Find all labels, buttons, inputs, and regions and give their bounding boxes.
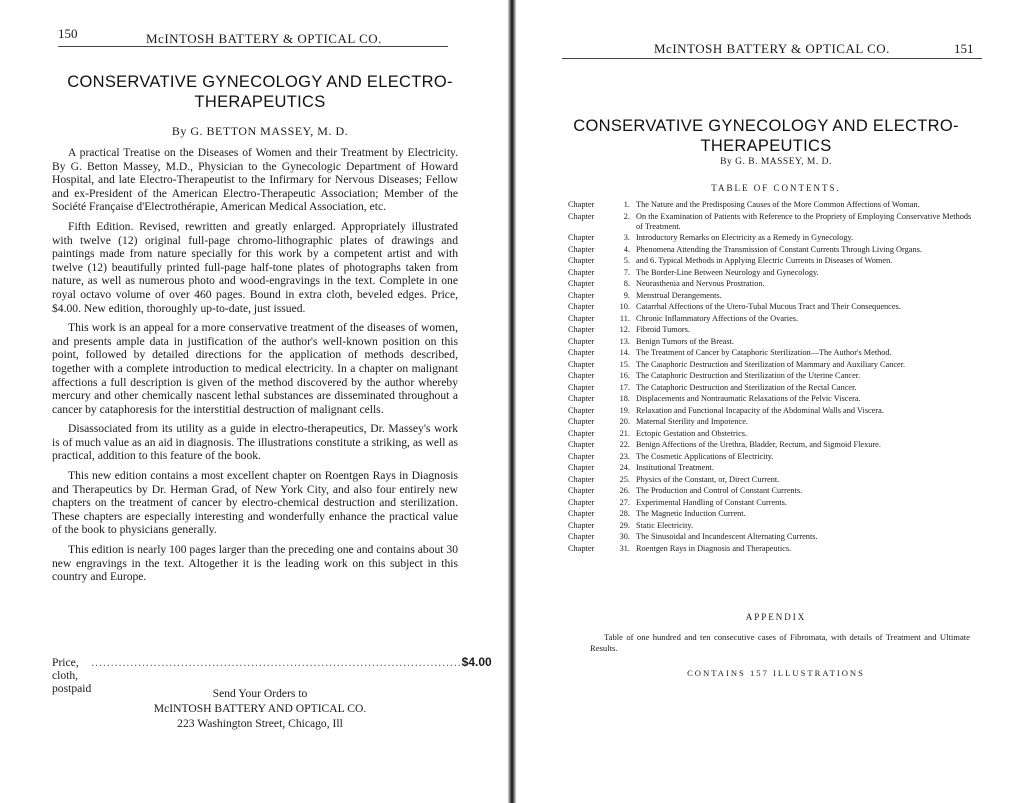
chapter-label: Chapter <box>568 371 595 381</box>
article-title <box>536 116 996 156</box>
chapter-title: The Cataphoric Destruction and Sterilization of the Uterine Cancer. <box>636 371 861 381</box>
chapter-label: Chapter <box>568 267 595 277</box>
chapter-title: Displacements and Nontraumatic Relaxations of the Pelvic Viscera. <box>636 394 861 404</box>
chapter-title: Static Electricity. <box>636 520 694 530</box>
chapter-label: Chapter <box>568 451 595 461</box>
chapter-number: 16. <box>619 371 630 381</box>
paragraph: Disassociated from its utility as a guide in electro-therapeutics, Dr. Massey's work is of much value as an aid in diagnosis. The illustrations constitute a striking, as well as practical, addition to this feature of the book. <box>52 422 458 463</box>
title-line-2: THERAPEUTICS <box>194 93 326 111</box>
toc-row <box>568 452 974 462</box>
chapter-number: 13. <box>619 336 630 346</box>
chapter-label: Chapter <box>568 520 595 530</box>
toc-row <box>568 360 974 370</box>
toc-row <box>568 337 974 347</box>
toc-row <box>568 383 974 393</box>
price-label: Price, cloth, postpaid <box>52 656 92 695</box>
chapter-label: Chapter <box>568 348 595 358</box>
toc-row <box>568 256 974 266</box>
chapter-title: The Cataphoric Destruction and Sterilization of the Rectal Cancer. <box>636 382 857 392</box>
chapter-title: Institutional Treatment. <box>636 463 714 473</box>
chapter-label: Chapter <box>568 382 595 392</box>
chapter-number: 31. <box>619 543 630 553</box>
chapter-number: 7. <box>623 267 630 277</box>
chapter-number: 27. <box>619 497 630 507</box>
chapter-title: Catarrhal Affections of the Utero-Tubal Mucous Tract and Their Consequences. <box>636 302 901 312</box>
chapter-label: Chapter <box>568 325 595 335</box>
chapter-title: The Treatment of Cancer by Cataphoric Sterilization—The Author's Method. <box>636 348 892 358</box>
chapter-label: Chapter <box>568 233 595 243</box>
chapter-number: 10. <box>619 302 630 312</box>
chapter-title: The Cosmetic Applications of Electricity. <box>636 451 774 461</box>
chapter-title: Physics of the Constant, or, Direct Current. <box>636 474 780 484</box>
toc-row <box>568 302 974 312</box>
page-number: 150 <box>58 26 78 41</box>
chapter-label: Chapter <box>568 290 595 300</box>
toc-row <box>568 509 974 519</box>
chapter-title: Benign Tumors of the Breast. <box>636 336 734 346</box>
chapter-label: Chapter <box>568 486 595 496</box>
order-info <box>80 686 440 731</box>
chapter-label: Chapter <box>568 313 595 323</box>
chapter-label: Chapter <box>568 428 595 438</box>
chapter-title: Fibroid Tumors. <box>636 325 690 335</box>
article-body <box>52 146 458 590</box>
chapter-label: Chapter <box>568 336 595 346</box>
toc-row <box>568 463 974 473</box>
chapter-number: 12. <box>619 325 630 335</box>
toc-row <box>568 498 974 508</box>
chapter-label: Chapter <box>568 302 595 312</box>
toc-row <box>568 440 974 450</box>
toc-row <box>568 279 974 289</box>
chapter-number: 28. <box>619 509 630 519</box>
chapter-label: Chapter <box>568 474 595 484</box>
chapter-number: 4. <box>623 244 630 254</box>
paragraph: Fifth Edition. Revised, rewritten and greatly enlarged. Appropriately illustrated with twelve (12) original full-page chromo-lithographic plates of drawings and paintings made from nature specially for this work by a competent artist and with twelve (12) beautifully printed full-page half-tone plates of photographs taken from nature, as well as numerous photo and wood-engravings in the text. Complete in one royal octavo volume of over 460 pages. Bound in extra cloth, beveled edges. Price, $4.00. New edition, thoroughly up-to-date, just issued. <box>52 219 458 315</box>
price-leader-dots: ............................................................................................... <box>91 656 462 669</box>
chapter-number: 14. <box>619 348 630 358</box>
toc-row <box>568 394 974 404</box>
toc-row <box>568 268 974 278</box>
chapter-title: On the Examination of Patients with Reference to the Propriety of Employing Conservative Methods of Treatment. <box>636 211 972 231</box>
toc-row <box>568 291 974 301</box>
chapter-label: Chapter <box>568 497 595 507</box>
byline: By G. B. MASSEY, M. D. <box>720 157 832 167</box>
title-line-1: CONSERVATIVE GYNECOLOGY AND ELECTRO- <box>573 117 959 135</box>
toc-row <box>568 325 974 335</box>
chapter-label: Chapter <box>568 200 595 209</box>
toc-row <box>568 348 974 358</box>
chapter-number: 3. <box>623 233 630 243</box>
chapter-title: and 6. Typical Methods in Applying Electric Currents in Diseases of Women. <box>636 256 893 266</box>
chapter-title: Relaxation and Functional Incapacity of the Abdominal Walls and Viscera. <box>636 405 884 415</box>
chapter-title: Menstrual Derangements. <box>636 290 722 300</box>
toc-row <box>568 532 974 542</box>
chapter-title: The Border-Line Between Neurology and Gynecology. <box>636 267 819 277</box>
toc-row <box>568 200 974 210</box>
toc-row <box>568 417 974 427</box>
chapter-number: 26. <box>619 486 630 496</box>
toc-row <box>568 486 974 496</box>
appendix-heading: APPENDIX <box>745 612 807 622</box>
paragraph: This edition is nearly 100 pages larger than the preceding one and contains about 30 new engravings in the text. Altogether it is the leading work on this subject in this country and Europe. <box>52 543 458 584</box>
chapter-title: Maternal Sterility and Impotence. <box>636 417 748 427</box>
chapter-number: 29. <box>619 520 630 530</box>
chapter-number: 18. <box>619 394 630 404</box>
header-rule <box>562 58 982 59</box>
chapter-label: Chapter <box>568 532 595 542</box>
chapter-number: 17. <box>619 382 630 392</box>
book-gutter <box>508 0 516 803</box>
chapter-number: 15. <box>619 359 630 369</box>
chapter-label: Chapter <box>568 463 595 473</box>
chapter-number: 20. <box>619 417 630 427</box>
toc-row <box>568 475 974 485</box>
title-line-1: CONSERVATIVE GYNECOLOGY AND ELECTRO- <box>67 73 453 91</box>
toc-row <box>568 245 974 255</box>
chapter-title: The Production and Control of Constant Currents. <box>636 486 803 496</box>
chapter-title: Phenomena Attending the Transmission of Constant Currents Through Living Organs. <box>636 244 922 254</box>
toc-row <box>568 233 974 243</box>
chapter-label: Chapter <box>568 440 595 450</box>
page-number: 151 <box>954 41 974 56</box>
chapter-title: The Nature and the Predisposing Causes of the More Common Affections of Woman. <box>636 200 920 209</box>
chapter-number: 5. <box>623 256 630 266</box>
toc-row <box>568 314 974 324</box>
chapter-number: 9. <box>623 290 630 300</box>
chapter-number: 11. <box>619 313 630 323</box>
running-head: McINTOSH BATTERY & OPTICAL CO. <box>654 41 890 56</box>
paragraph: This work is an appeal for a more conservative treatment of the diseases of women, and presents ample data in justification of the author's well-known position on this point, followed by detailed directions for the application of methods described, together with a complete introduction to medical electricity. In a chapter on malignant affections a full description is given of the method discovered by the author whereby mercury and other chemically nascent lethal substances are disseminated throughout a cancer by cataphoresis for the interstitial destruction of malignant cells. <box>52 321 458 416</box>
chapter-title: Introductory Remarks on Electricity as a Remedy in Gynecology. <box>636 233 854 243</box>
toc-row <box>568 544 974 554</box>
orders-address: 223 Washington Street, Chicago, Ill <box>177 717 343 730</box>
toc-row <box>568 371 974 381</box>
toc-row <box>568 406 974 416</box>
chapter-label: Chapter <box>568 256 595 266</box>
chapter-number: 19. <box>619 405 630 415</box>
toc-row <box>568 212 974 232</box>
paragraph: A practical Treatise on the Diseases of Women and their Treatment by Electricity. By G. Betton Massey, M.D., Physician to the Gynecologic Department of Howard Hospital, and late Electro-Therapeutist to the Infirmary for Nervous Diseases; Fellow and ex-President of the American Electro-Therapeutic Association; Member of the Société Française d'Electrothérapie, American Medical Association, etc. <box>52 146 458 214</box>
orders-company: McINTOSH BATTERY AND OPTICAL CO. <box>153 702 367 715</box>
chapter-number: 21. <box>619 428 630 438</box>
chapter-label: Chapter <box>568 394 595 404</box>
chapter-number: 22. <box>619 440 630 450</box>
chapter-label: Chapter <box>568 279 595 289</box>
chapter-number: 24. <box>619 463 630 473</box>
chapter-number: 8. <box>623 279 630 289</box>
chapter-title: The Cataphoric Destruction and Sterilization of Mammary and Auxiliary Cancer. <box>636 359 906 369</box>
chapter-label: Chapter <box>568 359 595 369</box>
header-rule <box>58 46 448 47</box>
chapter-title: Neurasthenia and Nervous Prostration. <box>636 279 765 289</box>
chapter-title: Chronic Inflammatory Affections of the Ovaries. <box>636 313 799 323</box>
chapter-label: Chapter <box>568 211 595 221</box>
chapter-title: The Magnetic Induction Current. <box>636 509 746 519</box>
toc-row <box>568 429 974 439</box>
chapter-label: Chapter <box>568 405 595 415</box>
illustrations-note: CONTAINS 157 ILLUSTRATIONS <box>687 668 865 678</box>
appendix-text: Table of one hundred and ten consecutive cases of Fibromata, with details of Treatment and Ultimate Results. <box>590 632 970 653</box>
chapter-number: 2. <box>623 211 630 221</box>
toc-row <box>568 521 974 531</box>
chapter-title: Benign Affections of the Urethra, Bladder, Rectum, and Sigmoid Flexure. <box>636 440 881 450</box>
byline: By G. BETTON MASSEY, M. D. <box>171 124 349 138</box>
chapter-label: Chapter <box>568 509 595 519</box>
chapter-title: Roentgen Rays in Diagnosis and Therapeutics. <box>636 543 792 553</box>
chapter-number: 25. <box>619 474 630 484</box>
toc-heading: TABLE OF CONTENTS. <box>711 183 841 193</box>
chapter-title: The Sinusoidal and Incandescent Alternating Currents. <box>636 532 818 542</box>
chapter-title: Ectopic Gestation and Obstetrics. <box>636 428 748 438</box>
price-value: $4.00 <box>461 655 492 669</box>
chapter-number: 1. <box>623 200 630 209</box>
running-head: McINTOSH BATTERY & OPTICAL CO. <box>146 31 382 46</box>
article-title <box>40 72 480 112</box>
paragraph: This new edition contains a most excellent chapter on Roentgen Rays in Diagnosis and Therapeutics by Dr. Herman Grad, of New York City, and also four entirely new chapters on the treatment of cancer by electro-chemical destruction and sterilization. These chapters are especially interesting and wonderfully enhance the practical value of the book to physicians generally. <box>52 469 458 537</box>
chapter-title: Experimental Handling of Constant Currents. <box>636 497 787 507</box>
chapter-number: 30. <box>619 532 630 542</box>
left-page <box>0 0 508 803</box>
chapter-number: 23. <box>619 451 630 461</box>
right-page <box>516 0 1024 803</box>
orders-line-1: Send Your Orders to <box>212 687 308 700</box>
table-of-contents <box>568 200 974 555</box>
chapter-label: Chapter <box>568 244 595 254</box>
title-line-2: THERAPEUTICS <box>700 137 832 155</box>
chapter-label: Chapter <box>568 417 595 427</box>
chapter-label: Chapter <box>568 543 595 553</box>
